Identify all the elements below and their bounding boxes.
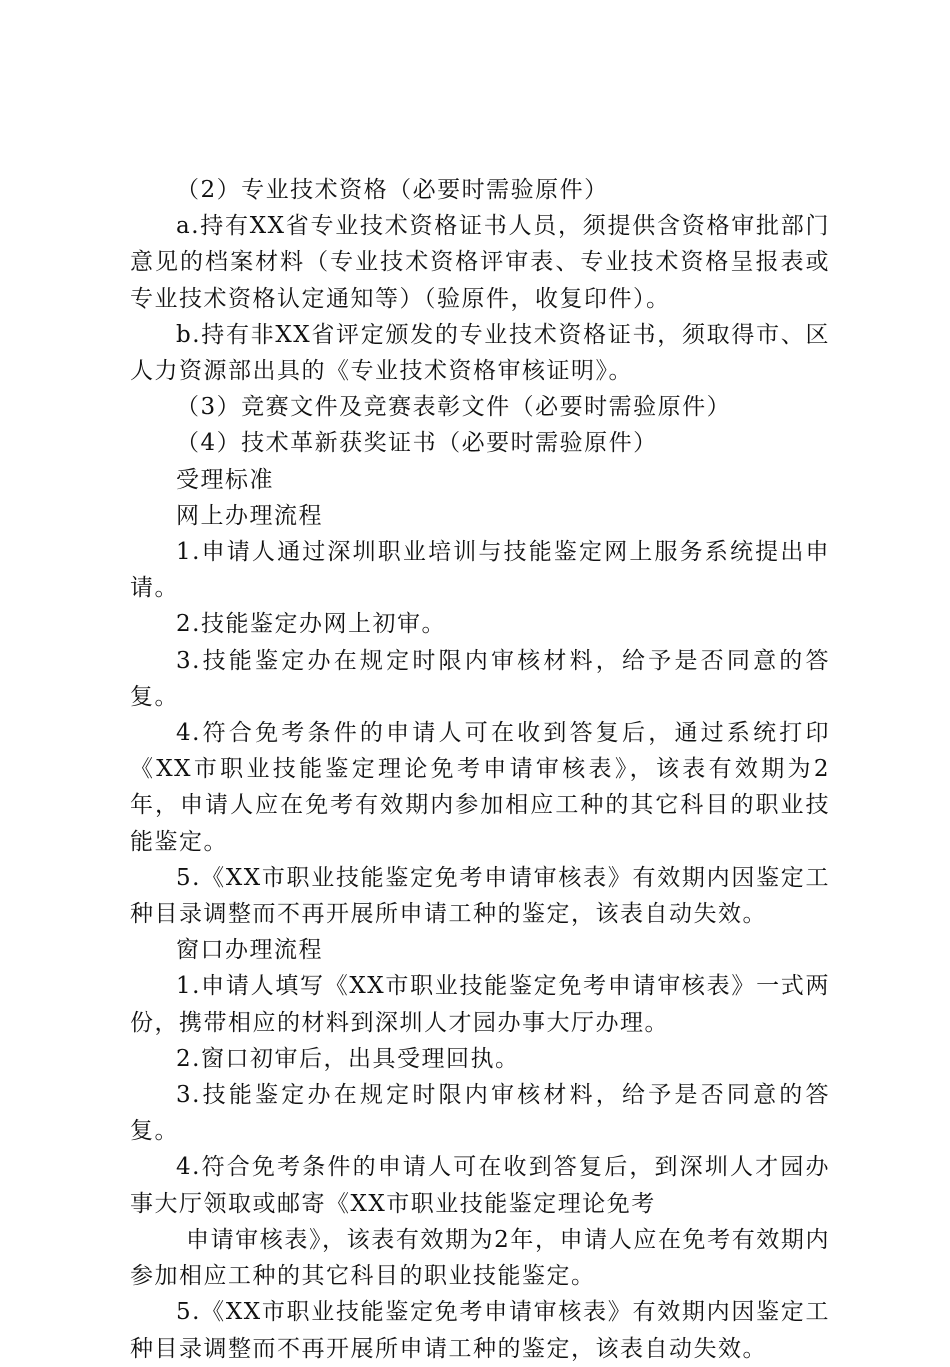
paragraph-item-a: a.持有XX省专业技术资格证书人员，须提供含资格审批部门意见的档案材料（专业技术资格评审表、专业技术资格呈报表或专业技术资格认定通知等）（验原件，收复印件）。 bbox=[130, 213, 830, 312]
window-step-4: 4.符合免考条件的申请人可在收到答复后，到深圳人才园办事大厅领取或邮寄《XX市职业技能鉴定理论免考 bbox=[130, 1154, 830, 1217]
document-body bbox=[130, 172, 830, 1367]
paragraph-item-b: b.持有非XX省评定颁发的专业技术资格证书，须取得市、区人力资源部出具的《专业技术资格审核证明》。 bbox=[130, 321, 830, 385]
section-heading-online-process: 网上办理流程 bbox=[176, 502, 323, 529]
online-step-5: 5.《XX市职业技能鉴定免考申请审核表》有效期内因鉴定工种目录调整而不再开展所申请工种的鉴定，该表自动失效。 bbox=[130, 864, 830, 928]
window-step-1: 1.申请人填写《XX市职业技能鉴定免考申请审核表》一式两份，携带相应的材料到深圳人才园办事大厅办理。 bbox=[130, 973, 830, 1036]
window-step-2: 2.窗口初审后，出具受理回执。 bbox=[176, 1045, 520, 1072]
paragraph-professional-qualification-heading: （2）专业技术资格（必要时需验原件） bbox=[176, 177, 609, 203]
window-step-4-continued: 申请审核表》，该表有效期为2年，申请人应在免考有效期内参加相应工种的其它科目的职业技能鉴定。 bbox=[130, 1226, 830, 1290]
window-step-5: 5.《XX市职业技能鉴定免考申请审核表》有效期内因鉴定工种目录调整而不再开展所申请工种的鉴定，该表自动失效。 bbox=[130, 1299, 830, 1362]
online-step-3: 3.技能鉴定办在规定时限内审核材料，给予是否同意的答复。 bbox=[130, 647, 830, 710]
section-heading-window-process: 窗口办理流程 bbox=[176, 937, 323, 964]
section-heading-acceptance-standard: 受理标准 bbox=[176, 466, 274, 493]
window-step-3: 3.技能鉴定办在规定时限内审核材料，给予是否同意的答复。 bbox=[130, 1082, 830, 1145]
online-step-4: 4.符合免考条件的申请人可在收到答复后，通过系统打印《XX市职业技能鉴定理论免考申请审核表》，该表有效期为2年，申请人应在免考有效期内参加相应工种的其它科目的职业技能鉴定。 bbox=[130, 720, 830, 855]
online-step-2: 2.技能鉴定办网上初审。 bbox=[176, 611, 446, 638]
paragraph-competition-documents: （3）竞赛文件及竞赛表彰文件（必要时需验原件） bbox=[176, 394, 732, 421]
paragraph-innovation-certificate: （4）技术革新获奖证书（必要时需验原件） bbox=[176, 430, 658, 457]
online-step-1: 1.申请人通过深圳职业培训与技能鉴定网上服务系统提出申请。 bbox=[130, 539, 830, 602]
